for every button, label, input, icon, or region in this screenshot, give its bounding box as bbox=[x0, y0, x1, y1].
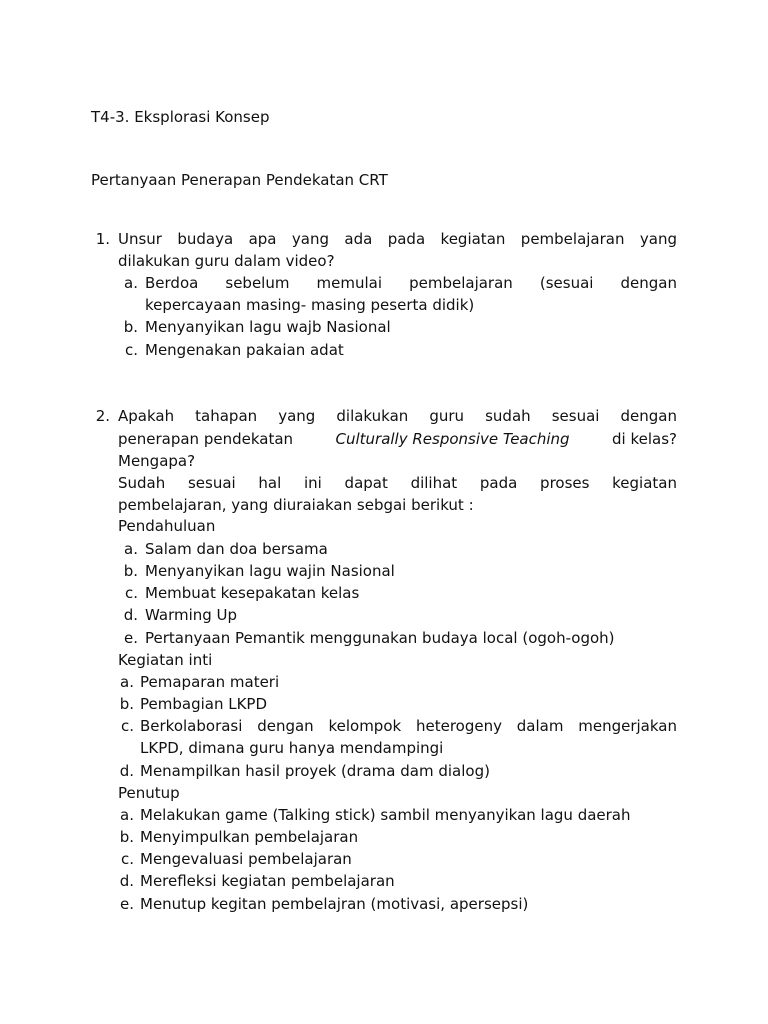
q1-answer-a-line2: kepercayaan masing- masing peserta didik) bbox=[145, 296, 475, 314]
penutup-item-a: Melakukan game (Talking stick) sambil menyanyikan lagu daerah bbox=[140, 806, 631, 824]
q1-answer-a-line1: Berdoa sebelum memulai pembelajaran (sesuai dengan bbox=[145, 274, 677, 292]
pendahuluan-heading: Pendahuluan bbox=[118, 517, 216, 535]
inti-item-d: Menampilkan hasil proyek (drama dam dialog) bbox=[140, 762, 490, 780]
pendahuluan-item-e: Pertanyaan Pemantik menggunakan budaya local (ogoh-ogoh) bbox=[145, 629, 615, 647]
penutup-item-d: Merefleksi kegiatan pembelajaran bbox=[140, 872, 395, 890]
pendahuluan-e-marker: e. bbox=[124, 629, 138, 647]
q2-question-line2-post: di kelas? bbox=[612, 430, 677, 448]
q1-answer-c-marker: c. bbox=[124, 341, 138, 359]
q1-answer-c: Mengenakan pakaian adat bbox=[145, 341, 344, 359]
pendahuluan-b-marker: b. bbox=[123, 562, 138, 580]
inti-item-b: Pembagian LKPD bbox=[140, 695, 268, 713]
pendahuluan-item-b: Menyanyikan lagu wajin Nasional bbox=[145, 562, 395, 580]
inti-a-marker: a. bbox=[120, 673, 134, 691]
inti-item-c-line2: LKPD, dimana guru hanya mendampingi bbox=[140, 739, 444, 757]
inti-item-c-line1: Berkolaborasi dengan kelompok heterogeny dalam mengerjakan bbox=[140, 717, 677, 735]
penutup-item-b: Menyimpulkan pembelajaran bbox=[140, 828, 359, 846]
q2-question-line2 bbox=[118, 428, 677, 450]
inti-heading: Kegiatan inti bbox=[118, 651, 213, 669]
section-subtitle: Pertanyaan Penerapan Pendekatan CRT bbox=[91, 171, 388, 189]
penutup-a-marker: a. bbox=[120, 806, 134, 824]
pendahuluan-c-marker: c. bbox=[124, 584, 138, 602]
q2-question-term: Culturally Responsive Teaching bbox=[335, 430, 570, 448]
q1-answer-a-marker: a. bbox=[124, 274, 138, 292]
q1-question-line2: dilakukan guru dalam video? bbox=[118, 252, 335, 270]
q1-answer-b-marker: b. bbox=[123, 318, 138, 336]
inti-c-marker: c. bbox=[120, 717, 134, 735]
pendahuluan-item-a: Salam dan doa bersama bbox=[145, 540, 328, 558]
inti-b-marker: b. bbox=[119, 695, 134, 713]
q2-answer-line2: pembelajaran, yang diuraiakan sebgai berikut : bbox=[118, 496, 474, 514]
q1-answer-b: Menyanyikan lagu wajb Nasional bbox=[145, 318, 391, 336]
pendahuluan-item-d: Warming Up bbox=[145, 606, 238, 624]
document-title: T4-3. Eksplorasi Konsep bbox=[91, 108, 270, 126]
q2-question-line2-pre: penerapan pendekatan bbox=[118, 430, 294, 448]
q1-question-line1: Unsur budaya apa yang ada pada kegiatan pembelajaran yang bbox=[118, 230, 677, 248]
penutup-b-marker: b. bbox=[119, 828, 134, 846]
penutup-item-e: Menutup kegitan pembelajran (motivasi, apersepsi) bbox=[140, 895, 529, 913]
q2-marker: 2. bbox=[95, 407, 110, 425]
penutup-d-marker: d. bbox=[119, 872, 134, 890]
q1-marker: 1. bbox=[95, 230, 110, 248]
pendahuluan-a-marker: a. bbox=[124, 540, 138, 558]
inti-d-marker: d. bbox=[119, 762, 134, 780]
penutup-e-marker: e. bbox=[120, 895, 134, 913]
penutup-c-marker: c. bbox=[120, 850, 134, 868]
penutup-heading: Penutup bbox=[118, 784, 180, 802]
pendahuluan-item-c: Membuat kesepakatan kelas bbox=[145, 584, 360, 602]
pendahuluan-d-marker: d. bbox=[123, 606, 138, 624]
q2-question-line1: Apakah tahapan yang dilakukan guru sudah sesuai dengan bbox=[118, 407, 677, 425]
q2-answer-line1: Sudah sesuai hal ini dapat dilihat pada proses kegiatan bbox=[118, 474, 677, 492]
inti-item-a: Pemaparan materi bbox=[140, 673, 280, 691]
penutup-item-c: Mengevaluasi pembelajaran bbox=[140, 850, 352, 868]
q2-question-line3: Mengapa? bbox=[118, 452, 196, 470]
